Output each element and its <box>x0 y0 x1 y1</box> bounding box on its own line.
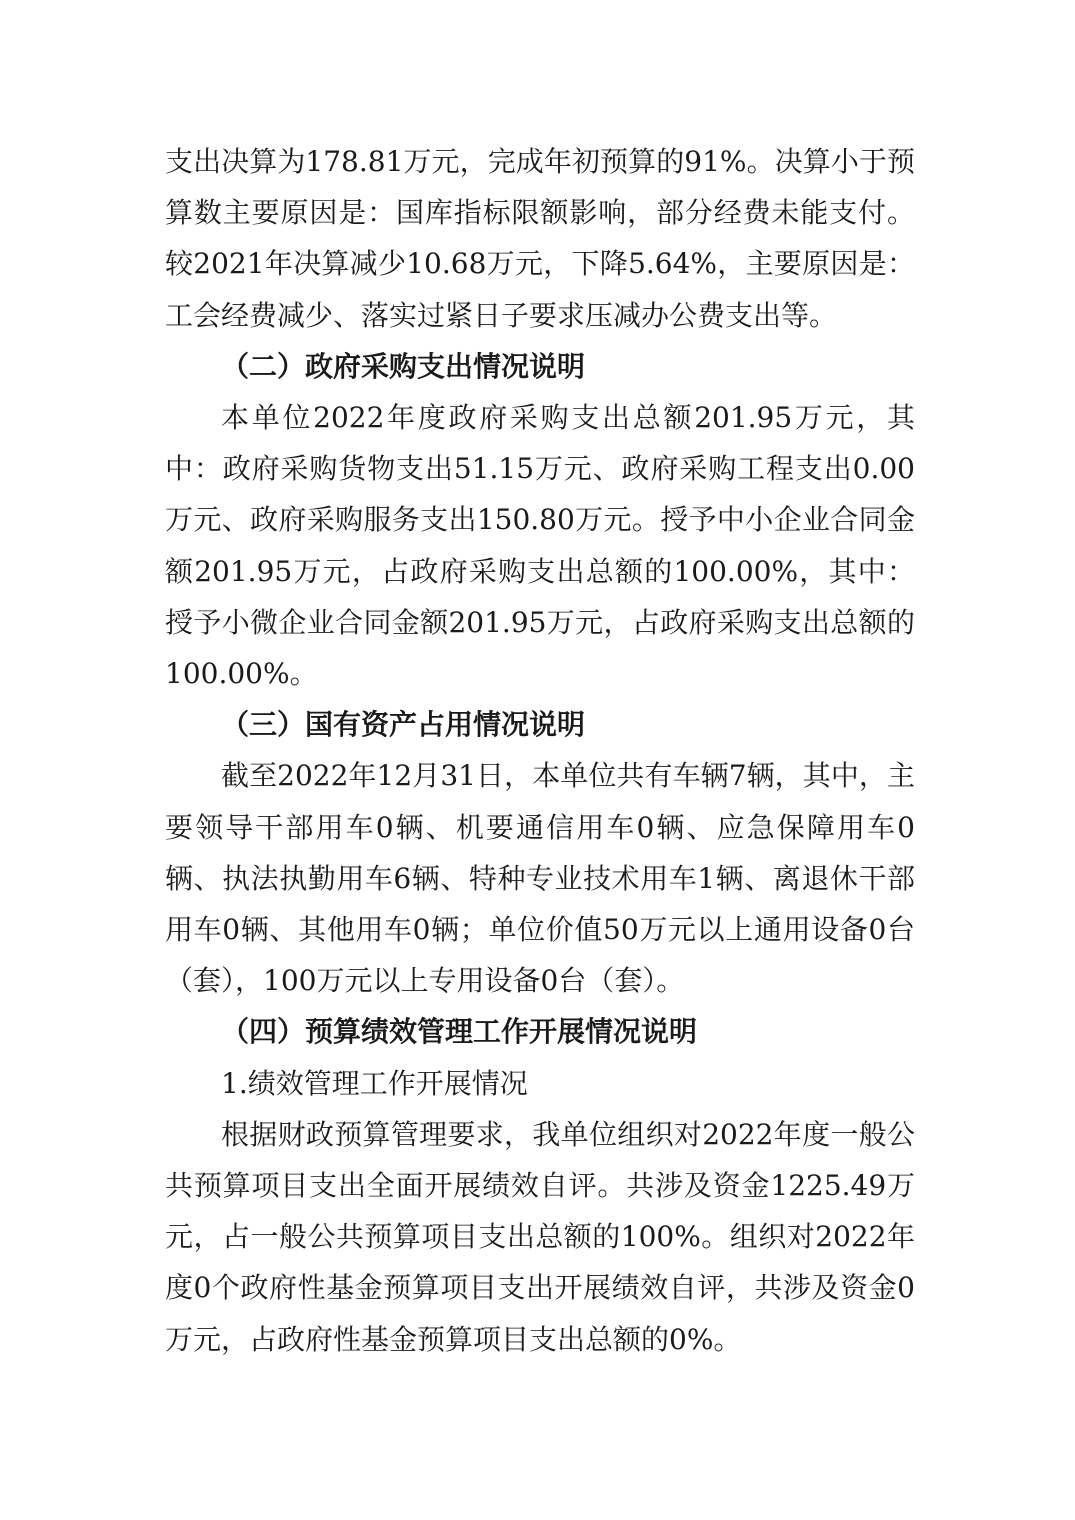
paragraph-expenditure-summary: 支出决算为178.81万元，完成年初预算的91%。决算小于预算数主要原因是：国库指标限额影响，部分经费未能支付。较2021年决算减少10.68万元，下降5.64%，主要原因是：工会经费减少、落实过紧日子要求压减办公费支出等。 <box>165 145 915 332</box>
paragraph-government-procurement: 本单位2022年度政府采购支出总额201.95万元，其中：政府采购货物支出51.15万元、政府采购工程支出0.00万元、政府采购服务支出150.80万元。授予中小企业合同金额201.95万元，占政府采购支出总额的100.00%，其中：授予小微企业合同金额201.95万元，占政府采购支出总额的100.00%。 <box>165 401 915 691</box>
subheading-performance-work: 1.绩效管理工作开展情况 <box>221 1066 528 1100</box>
heading-state-assets: （三）国有资产占用情况说明 <box>221 708 586 742</box>
paragraph-state-assets: 截至2022年12月31日，本单位共有车辆7辆，其中，主要领导干部用车0辆、机要通信用车0辆、应急保障用车0辆、执法执勤用车6辆、特种专业技术用车1辆、离退休干部用车0辆、其他用车0辆；单位价值50万元以上通用设备0台（套），100万元以上专用设备0台（套）。 <box>165 759 915 998</box>
heading-performance-management: （四）预算绩效管理工作开展情况说明 <box>221 1015 698 1049</box>
heading-government-procurement: （二）政府采购支出情况说明 <box>221 349 586 383</box>
document-body <box>165 136 915 1365</box>
paragraph-performance-evaluation: 根据财政预算管理要求，我单位组织对2022年度一般公共预算项目支出全面开展绩效自评。共涉及资金1225.49万元，占一般公共预算项目支出总额的100%。组织对2022年度0个政府性基金预算项目支出开展绩效自评，共涉及资金0万元，占政府性基金预算项目支出总额的0%。 <box>165 1117 915 1356</box>
